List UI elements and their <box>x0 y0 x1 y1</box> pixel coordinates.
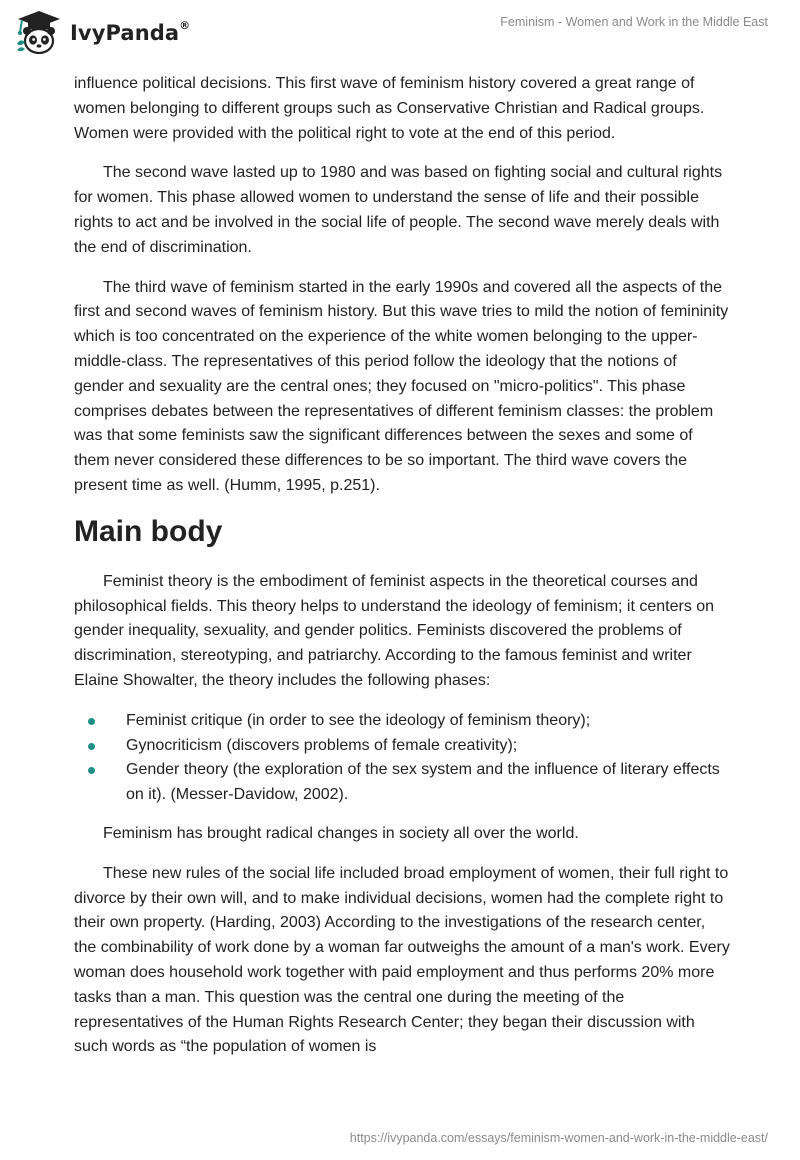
panda-graduate-icon <box>14 8 64 58</box>
paragraph: Feminist theory is the embodiment of feminist aspects in the theoretical courses and philosophical fields. This theory helps to understand the ideology of feminism; it centers on gender inequality, sexuality, and gender politics. Feminists discovered the problems of discrimination, stereotyping, and patriarchy. According to the famous feminist and writer Elaine Showalter, the theory includes the following phases: <box>74 572 715 689</box>
bullet-icon <box>88 743 95 750</box>
paragraph: Feminism has brought radical changes in society all over the world. <box>103 824 579 842</box>
list-item-text: Feminist critique (in order to see the ideology of feminism theory); <box>126 711 591 729</box>
paragraph: influence political decisions. This first wave of feminism history covered a great range of women belonging to different groups such as Conservative Christian and Radical groups. Women were provided with the political right to vote at the end of this period. <box>74 75 705 142</box>
list-item <box>74 709 730 734</box>
list-item <box>74 734 730 759</box>
paragraph: These new rules of the social life included broad employment of women, their full right to divorce by their own will, and to make individual decisions, women had the complete right to their own property. (Harding, 2003) According to the investigations of the research center, the combinability of work done by a woman far outweighs the amount of a man's work. Every woman does household work together with paid employment and thus performs 20% more tasks than a man. This question was the central one during the meeting of the representatives of the Human Rights Research Center; they began their discussion with such words as “the population of women is <box>74 864 730 1056</box>
document-title: Feminism - Women and Work in the Middle East <box>500 15 768 29</box>
page-header <box>0 0 800 64</box>
list-item <box>74 758 730 808</box>
bullet-icon <box>88 767 95 774</box>
paragraph: The second wave lasted up to 1980 and was based on fighting social and cultural rights for women. This phase allowed women to understand the sense of life and their possible rights to act and be involved in the social life of people. The second wave merely deals with the end of discrimination. <box>74 164 723 256</box>
section-heading: Main body <box>74 514 223 548</box>
list-item-text: Gynocriticism (discovers problems of female creativity); <box>126 736 518 754</box>
site-logo[interactable] <box>14 8 190 58</box>
list-item-text: Gender theory (the exploration of the sex system and the influence of literary effects on it). (Messer-Davidow, 2002). <box>126 761 720 804</box>
brand-name: IvyPanda® <box>70 19 191 45</box>
article-body <box>74 72 730 1075</box>
paragraph: The third wave of feminism started in the early 1990s and covered all the aspects of the first and second waves of feminism history. But this wave tries to mild the notion of femininity which is too concentrated on the experience of the white women belonging to the upper-middle-class. The representatives of this period follow the ideology that the notions of gender and sexuality are the central ones; they focused on "micro-politics". This phase comprises debates between the representatives of different feminism classes: the problem was that some feminists saw the significant differences between the sexes and some of them never considered these differences to be so important. The third wave covers the present time as well. (Humm, 1995, p.251). <box>74 278 729 494</box>
phases-list <box>74 709 730 808</box>
bullet-icon <box>88 718 95 725</box>
source-url[interactable]: https://ivypanda.com/essays/feminism-women-and-work-in-the-middle-east/ <box>349 1131 768 1145</box>
